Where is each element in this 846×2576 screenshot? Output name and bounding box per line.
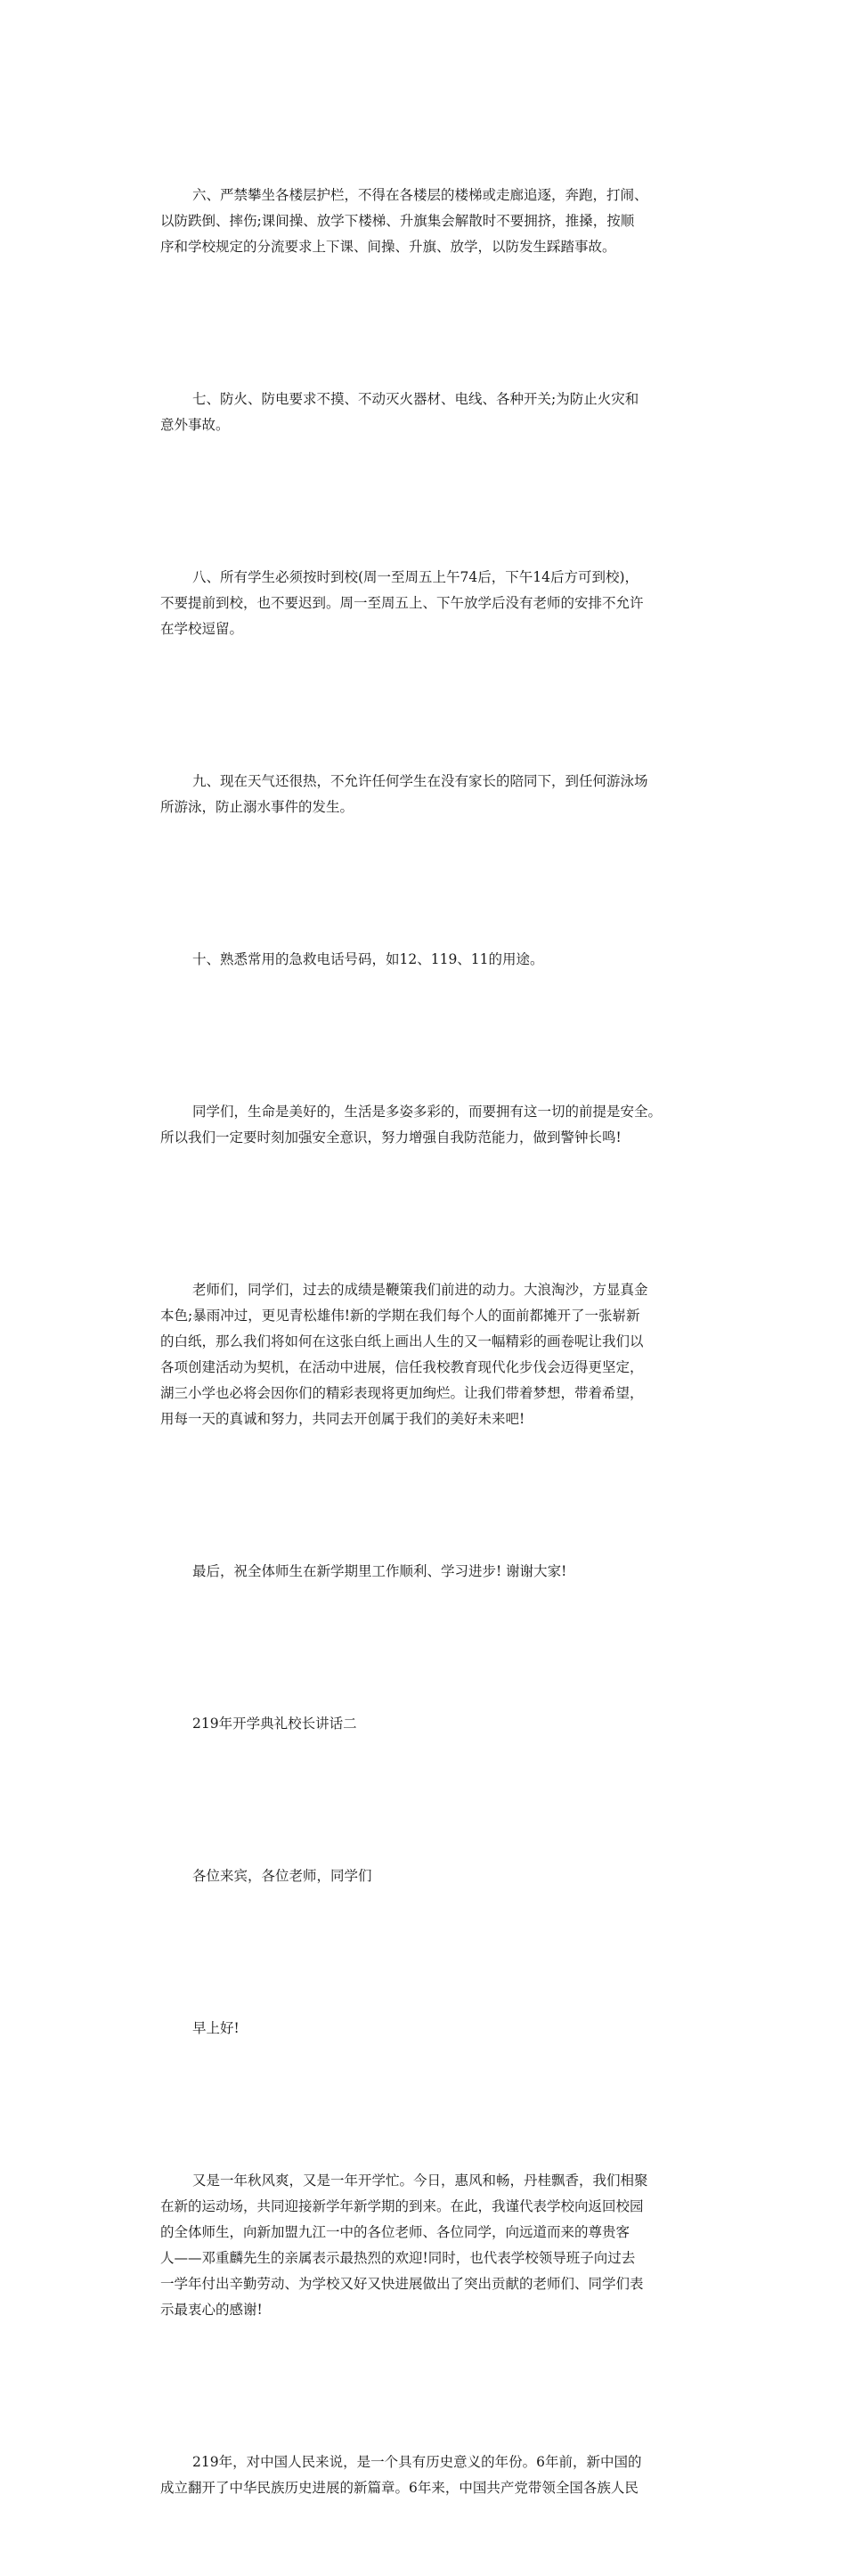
paragraph-rule-nine [160,717,695,872]
text-line: 八、所有学生必须按时到校(周一至周五上午74后，下午14后方可到校)， [192,569,639,585]
text-line: 六、严禁攀坐各楼层护栏，不得在各楼层的楼梯或走廊追逐，奔跑，打闹、 [192,187,648,203]
paragraph-closing [160,1507,695,1636]
text-line: 在学校逗留。 [160,621,244,637]
text-line: 所游泳，防止溺水事件的发生。 [160,799,354,815]
text-line: 意外事故。 [160,417,230,433]
text-line: 的白纸，那么我们将如何在这张白纸上画出人生的又一幅精彩的画卷呢让我们以 [160,1333,644,1349]
salutation [160,1812,695,1941]
text-line: 以防跌倒、摔伤;课间操、放学下楼梯、升旗集会解散时不要拥挤，推搡，按顺 [160,213,635,229]
text-line: 老师们，同学们，过去的成绩是鞭策我们前进的动力。大浪淘沙，方显真金 [192,1282,648,1298]
text-line: 示最衷心的感谢! [160,2302,263,2318]
text-line: 各位来宾，各位老师，同学们 [192,1868,372,1884]
paragraph-opening-speech [160,2116,695,2375]
paragraph-rule-ten [160,895,695,1024]
text-line: 早上好! [192,2020,240,2036]
text-line: 的全体师生，向新加盟九江一中的各位老师、各位同学，向远道而来的尊贵客 [160,2224,630,2240]
paragraph-safety-summary [160,1048,695,1202]
text-line: 在新的运动场，共同迎接新学年新学期的到来。在此，我谨代表学校向返回校园 [160,2198,644,2214]
text-line: 序和学校规定的分流要求上下课、间操、升旗、放学，以防发生踩踏事故。 [160,239,616,255]
paragraph-rule-six [160,131,695,312]
text-line: 人——邓重麟先生的亲属表示最热烈的欢迎!同时，也代表学校领导班子向过去 [160,2250,636,2266]
text-line: 九、现在天气还很热，不允许任何学生在没有家长的陪同下，到任何游泳场 [192,773,648,789]
text-line: 219年，对中国人民来说，是一个具有历史意义的年份。6年前，新中国的 [192,2454,642,2470]
text-line: 219年开学典礼校长讲话二 [192,1716,357,1732]
greeting [160,1964,695,2093]
text-line: 不要提前到校，也不要迟到。周一至周五上、下午放学后没有老师的安排不允许 [160,595,644,611]
text-line: 各项创建活动为契机，在活动中进展，信任我校教育现代化步伐会迈得更坚定， [160,1359,644,1375]
paragraph-encouragement [160,1226,695,1484]
paragraph-rule-seven [160,335,695,490]
section-title [160,1659,695,1789]
text-line: 所以我们一定要时刻加强安全意识，努力增强自我防范能力，做到警钟长鸣! [160,1129,622,1145]
text-line: 成立翻开了中华民族历史进展的新篇章。6年来，中国共产党带领全国各族人民 [160,2480,639,2496]
text-line: 七、防火、防电要求不摸、不动灭火器材、电线、各种开关;为防止火灾和 [192,391,639,407]
paragraph-history [160,2398,695,2553]
text-line: 本色;暴雨冲过，更见青松雄伟!新的学期在我们每个人的面前都摊开了一张崭新 [160,1308,640,1324]
text-line: 十、熟悉常用的急救电话号码，如12、119、11的用途。 [192,951,544,967]
text-line: 用每一天的真诚和努力，共同去开创属于我们的美好未来吧! [160,1411,525,1427]
text-line: 一学年付出辛勤劳动、为学校又好又快进展做出了突出贡献的老师们、同学们表 [160,2276,644,2292]
text-line: 最后，祝全体师生在新学期里工作顺利、学习进步! 谢谢大家! [192,1563,567,1579]
text-line: 同学们，生命是美好的，生活是多姿多彩的，而要拥有这一切的前提是安全。 [192,1104,663,1120]
paragraph-rule-eight [160,513,695,694]
text-line: 又是一年秋风爽，又是一年开学忙。今日，惠风和畅，丹桂飘香，我们相聚 [192,2172,648,2189]
document-page [160,131,695,2576]
text-line: 湖三小学也必将会因你们的精彩表现将更加绚烂。让我们带着梦想，带着希望， [160,1385,644,1401]
